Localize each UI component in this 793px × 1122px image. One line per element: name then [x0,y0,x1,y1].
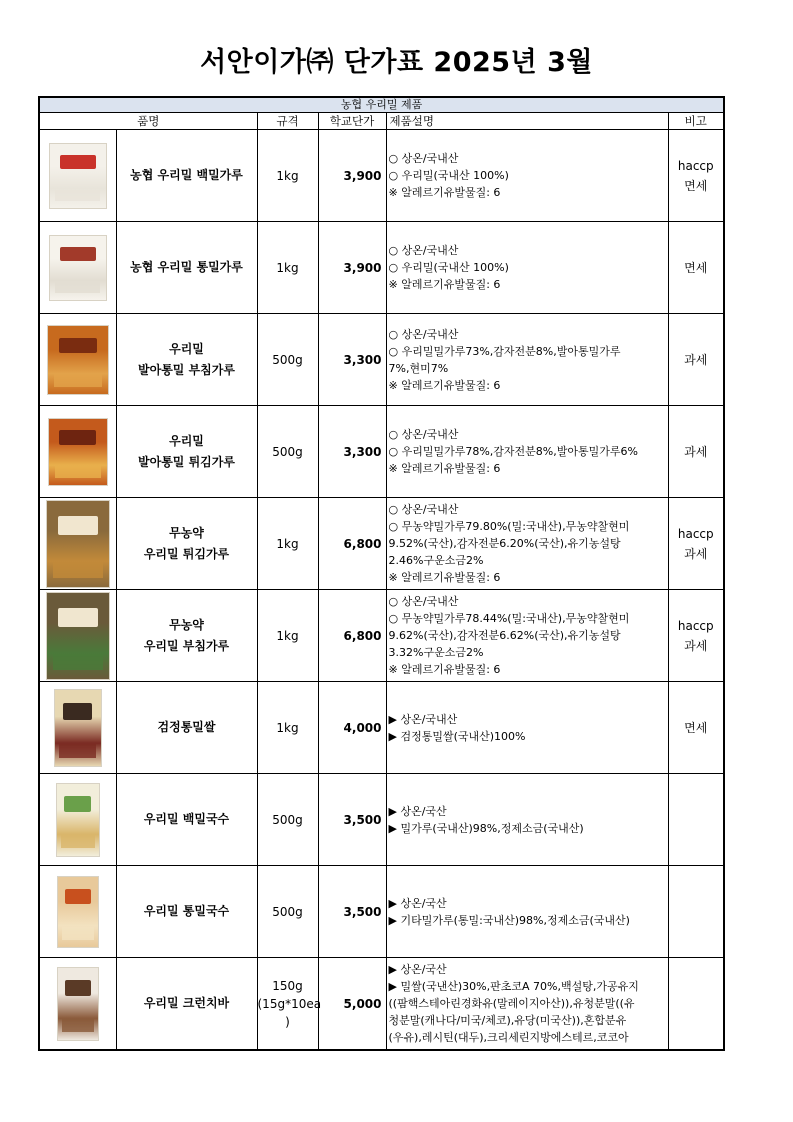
frying-mix-bag-icon [48,418,108,486]
text-line: 우리밀 [169,341,204,356]
text-line: ▶ 검정통밀쌀(국내산)100% [388,729,526,743]
price-table [38,96,725,1051]
product-description [386,682,668,774]
header-spec: 규격 [257,113,318,130]
text-line: ▶ 기타밀가루(통밀:국내산)98%,정제소금(국내산) [388,913,630,927]
product-note [668,406,724,498]
product-name [116,866,257,958]
product-price: 3,300 [318,314,386,406]
product-note [668,314,724,406]
product-price: 3,900 [318,222,386,314]
text-line: ※ 알레르기유발물질: 6 [388,378,501,392]
text-line: haccp [677,158,714,173]
text-line: 발아통밀 튀김가루 [138,454,235,469]
text-line: 무농약 [169,525,204,540]
text-line: 면세 [684,720,708,735]
text-line: ○ 우리밀(국내산 100%) [388,261,509,274]
product-spec [257,314,318,406]
product-photo-cell [39,314,116,406]
product-description [386,406,668,498]
product-photo-cell [39,222,116,314]
product-price: 3,900 [318,130,386,222]
product-row [39,498,724,590]
product-name [116,498,257,590]
product-rows [39,130,724,1051]
crunch-bar-pack-icon [57,967,99,1041]
product-note [668,958,724,1051]
text-line: 농협 우리밀 백밀가루 [130,168,243,182]
text-line: ▶ 밀쌀(국낸산)30%,판초코A 70%,백설탕,가공유지 [388,980,639,993]
text-line: ○ 상온/국내산 [388,244,459,257]
product-description [386,958,668,1051]
text-line: (15g*10ea [257,996,322,1011]
section-banner-row [39,97,724,113]
organic-frying-mix-bag-icon [46,500,110,588]
product-name [116,406,257,498]
text-line: 청분말(캐나다/미국/체코),유당(미국산)),혼합분유 [388,1014,627,1027]
header-row [39,113,724,130]
section-title: 농협 우리밀 제품 [39,97,724,113]
text-line: 과세 [684,444,708,459]
product-photo-cell [39,406,116,498]
product-spec [257,866,318,958]
product-spec [257,130,318,222]
product-price: 3,500 [318,774,386,866]
text-line: 1kg [276,168,299,183]
product-spec [257,682,318,774]
product-note [668,498,724,590]
text-line: ▶ 상온/국산 [388,963,447,976]
text-line: 우리밀 백밀국수 [143,812,230,826]
product-row [39,222,724,314]
text-line: 3.32%구운소금2% [388,646,484,659]
header-note: 비고 [668,113,724,130]
text-line: ※ 알레르기유발물질: 6 [388,571,501,584]
text-line: 우리밀 [169,433,204,448]
text-line: 500g [272,444,303,459]
white-noodle-pack-icon [56,783,100,857]
text-line: ○ 상온/국내산 [388,428,459,441]
product-photo-cell [39,590,116,682]
header-price: 학교단가 [318,113,386,130]
product-name [116,314,257,406]
text-line: ○ 상온/국내산 [388,152,459,165]
text-line: ○ 무농약밀가루78.44%(밀:국내산),무농약찰현미 [388,612,630,625]
product-spec [257,774,318,866]
text-line: 1kg [276,260,299,275]
text-line: ▶ 상온/국산 [388,804,447,818]
product-note [668,682,724,774]
product-spec [257,498,318,590]
product-spec [257,590,318,682]
product-description [386,866,668,958]
text-line: 우리밀 튀김가루 [143,546,230,561]
product-row [39,866,724,958]
product-note [668,130,724,222]
product-price: 5,000 [318,958,386,1051]
text-line: 면세 [684,260,708,275]
text-line: 우리밀 크런치바 [143,996,230,1010]
product-note [668,866,724,958]
product-description [386,774,668,866]
product-row [39,682,724,774]
product-photo-cell [39,682,116,774]
text-line: 9.52%(국산),감자전분6.20%(국산),유기농설탕 [388,537,621,550]
text-line: 2.46%구운소금2% [388,554,484,567]
text-line: (우유),레시틴(대두),크리세린지방에스테르,코코아 [388,1031,629,1044]
product-note [668,774,724,866]
pancake-mix-bag-icon [47,325,109,395]
text-line: ▶ 상온/국산 [388,896,447,910]
product-spec [257,958,322,1051]
text-line: ▶ 밀가루(국내산)98%,정제소금(국내산) [388,821,584,835]
text-line: 7%,현미7% [388,361,449,375]
product-row [39,774,724,866]
text-line: 발아통밀 부침가루 [138,362,235,377]
text-line: 검정통밀쌀 [157,720,216,734]
product-photo-cell [39,130,116,222]
text-line: 500g [272,812,303,827]
text-line: 1kg [276,628,299,643]
product-name [116,958,257,1051]
text-line: 농협 우리밀 통밀가루 [130,260,243,274]
organic-pancake-mix-bag-icon [46,592,110,680]
flour-bag-white-icon [49,143,107,209]
text-line: 과세 [684,546,708,561]
text-line: 과세 [684,352,708,367]
product-row [39,958,724,1051]
text-line: ○ 무농약밀가루79.80%(밀:국내산),무농약찰현미 [388,520,630,533]
text-line: ) [285,1014,290,1029]
product-name [116,130,257,222]
text-line: 우리밀 부침가루 [143,638,230,653]
product-description [386,590,668,682]
header-name: 품명 [39,113,257,130]
text-line: ▶ 상온/국내산 [388,712,458,726]
whole-wheat-noodle-pack-icon [57,876,99,948]
page-title: 서안이가㈜ 단가표 2025년 3월 [200,47,593,78]
product-photo-cell [39,498,116,590]
product-name [116,590,257,682]
text-line: ○ 상온/국내산 [388,327,459,341]
product-price: 6,800 [318,498,386,590]
text-line: ○ 우리밀밀가루78%,감자전분8%,발아통밀가루6% [388,445,638,458]
product-note [668,590,724,682]
text-line: ※ 알레르기유발물질: 6 [388,663,501,676]
product-row [39,130,724,222]
flour-bag-white-icon [49,235,107,301]
text-line: 9.62%(국산),감자전분6.62%(국산),유기농설탕 [388,629,621,642]
product-photo-cell [39,866,116,958]
text-line: ※ 알레르기유발물질: 6 [388,278,501,291]
product-price: 3,500 [318,866,386,958]
product-name [116,774,257,866]
product-row [39,406,724,498]
text-line: 우리밀 통밀국수 [143,904,230,918]
text-line: haccp [677,526,714,541]
product-row [39,590,724,682]
product-price: 4,000 [318,682,386,774]
text-line: 500g [272,352,303,367]
product-photo-cell [39,774,116,866]
text-line: 과세 [684,638,708,653]
text-line: 500g [272,904,303,919]
product-price: 3,300 [318,406,386,498]
text-line: 무농약 [169,617,204,632]
product-name [116,222,257,314]
text-line: ○ 상온/국내산 [388,503,459,516]
text-line: 면세 [684,178,708,193]
product-photo-cell [39,958,116,1051]
product-spec [257,222,318,314]
text-line: ((팜핵스테아린경화유(말레이지아산)),유청분말((유 [388,997,635,1010]
header-desc: 제품설명 [386,113,668,130]
text-line: 150g [272,978,303,993]
text-line: ○ 우리밀(국내산 100%) [388,169,509,182]
text-line: ※ 알레르기유발물질: 6 [388,462,501,475]
text-line: ○ 상온/국내산 [388,595,459,608]
product-name [116,682,257,774]
black-wheat-grain-bag-icon [54,689,102,767]
product-price: 6,800 [318,590,386,682]
product-row [39,314,724,406]
text-line: 1kg [276,536,299,551]
product-description [386,130,668,222]
product-description [386,498,668,590]
product-note [668,222,724,314]
text-line: ○ 우리밀밀가루73%,감자전분8%,발아통밀가루 [388,344,621,358]
product-spec [257,406,318,498]
text-line: 1kg [276,720,299,735]
product-description [386,314,668,406]
text-line: ※ 알레르기유발물질: 6 [388,186,501,199]
text-line: haccp [677,618,714,633]
product-description [386,222,668,314]
